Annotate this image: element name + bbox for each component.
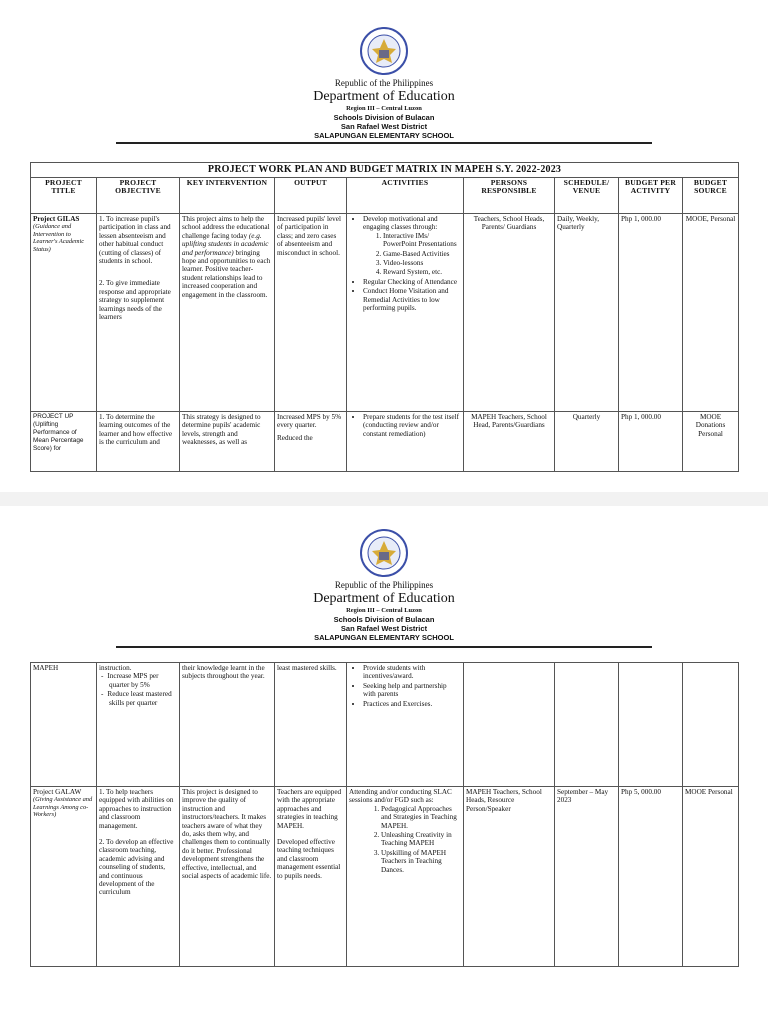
list-item: - Increase MPS per quarter by 5% <box>109 672 177 689</box>
list-item: 3. Video-lessons <box>383 259 461 267</box>
column-header-schedule-venue: SCHEDULE/ VENUE <box>555 178 619 214</box>
column-header-key-intervention: KEY INTERVENTION <box>180 178 275 214</box>
cell-schedule <box>555 663 619 787</box>
cell-budget-source <box>683 663 739 787</box>
cell-persons-responsible: Teachers, School Heads, Parents/ Guardians <box>464 214 555 412</box>
cell-output <box>275 214 347 412</box>
list-item: • Regular Checking of Attendance <box>363 278 461 286</box>
list-item: • Seeking help and partnership with parents <box>363 682 461 699</box>
column-header-persons-responsible: PERSONS RESPONSIBLE <box>464 178 555 214</box>
header-school: SALAPUNGAN ELEMENTARY SCHOOL <box>314 131 454 140</box>
work-plan-table <box>30 162 739 472</box>
cell-activities <box>347 663 464 787</box>
cell-activities <box>347 412 464 472</box>
activity-text: Develop motivational and engaging classes through: <box>363 215 438 232</box>
cell-budget: Php 5, 000.00 <box>619 787 683 967</box>
cell-project-title: MAPEH <box>31 663 97 787</box>
cell-project-objective <box>97 214 180 412</box>
cell-project-title <box>31 412 97 472</box>
header-school: SALAPUNGAN ELEMENTARY SCHOOL <box>314 633 454 642</box>
list-item: 2. Unleashing Creativity in Teaching MAPEH <box>381 831 461 848</box>
output-text: Developed effective teaching techniques and classroom management essential to pupils needs. <box>277 838 341 880</box>
list-item: • Provide students with incentives/award. <box>363 664 461 681</box>
cell-budget <box>619 663 683 787</box>
list-item: 1. Pedagogical Approaches and Strategies in Teaching MAPEH. <box>381 805 461 830</box>
page-gap <box>0 492 768 506</box>
output-text: Reduced the <box>277 433 313 442</box>
cell-output <box>275 412 347 472</box>
cell-schedule: Daily, Weekly, Quarterly <box>555 214 619 412</box>
output-text: Increased pupils' level of participation in class; and zero cases of absenteeism and misconduct in school. <box>277 215 341 257</box>
project-name: Project GILAS <box>33 215 80 223</box>
table-row-galaw <box>31 787 739 967</box>
cell-project-objective <box>97 787 180 967</box>
list-item: • Practices and Exercises. <box>363 700 461 708</box>
header-republic: Republic of the Philippines <box>334 580 434 590</box>
activity-sublist <box>349 805 461 874</box>
header-rule <box>116 142 652 144</box>
project-name: PROJECT UP <box>33 413 74 420</box>
table-row-up <box>31 412 739 472</box>
activities-list <box>349 215 461 312</box>
letterhead <box>0 26 768 140</box>
project-subtitle: (Uplifting Performance of Mean Percentage Score) for <box>33 421 84 452</box>
activity-sublist <box>363 232 461 277</box>
cell-output <box>275 787 347 967</box>
objective-list <box>99 672 177 707</box>
cell-key-intervention <box>180 214 275 412</box>
work-plan-table-continued <box>30 662 739 967</box>
cell-budget: Php 1, 000.00 <box>619 412 683 472</box>
activities-list <box>349 413 461 438</box>
header-republic: Republic of the Philippines <box>334 78 434 88</box>
cell-activities <box>347 787 464 967</box>
document-page-1 <box>0 0 768 492</box>
activities-list <box>349 664 461 708</box>
cell-budget-source: MOOE, Personal <box>683 214 739 412</box>
column-header-budget-per-activity: BUDGET PER ACTIVITY <box>619 178 683 214</box>
objective-1: 1. To help teachers equipped with abilities on approaches to instruction and classroom management. <box>99 788 174 830</box>
header-department: Department of Education <box>313 591 455 606</box>
list-item <box>363 215 461 277</box>
column-header-project-title: PROJECT TITLE <box>31 178 97 214</box>
cell-schedule: September – May 2023 <box>555 787 619 967</box>
cell-output: least mastered skills. <box>275 663 347 787</box>
output-text: Increased MPS by 5% every quarter. <box>277 413 342 430</box>
cell-schedule: Quarterly <box>555 412 619 472</box>
table-header-row <box>31 178 739 214</box>
cell-project-title <box>31 214 97 412</box>
letterhead <box>0 528 768 642</box>
column-header-project-objective: PROJECT OBJECTIVE <box>97 178 180 214</box>
list-item: 4. Reward System, etc. <box>383 268 461 276</box>
cell-persons-responsible: MAPEH Teachers, School Heads, Resource Person/Speaker <box>464 787 555 967</box>
cell-key-intervention: This project is designed to improve the quality of instruction and instructors/teachers. It makes teachers aware of what they do, asks them why, and challenges them to continually do it better. Professional development strengthens the effective, intellectual, and social aspects of academic life. <box>180 787 275 967</box>
table-title: PROJECT WORK PLAN AND BUDGET MATRIX IN MAPEH S.Y. 2022-2023 <box>31 163 739 178</box>
intervention-text-b: (e.g. uplifting students in academic and performance) <box>182 231 269 257</box>
objective-2: 2. To develop an effective classroom teaching, academic advising and counseling of students, and continuous development of the curriculum <box>99 838 174 897</box>
intervention-text-a: This project aims to help the school address the educational challenge facing today <box>182 215 270 240</box>
project-subtitle: (Guidance and Intervention to Learner's Academic Status) <box>33 223 85 253</box>
column-header-output: OUTPUT <box>275 178 347 214</box>
cell-key-intervention: their knowledge learnt in the subjects throughout the year. <box>180 663 275 787</box>
deped-seal-icon <box>358 528 410 578</box>
deped-seal-icon <box>358 26 410 76</box>
objective-1: 1. To increase pupil's participation in class and lessen absenteeism and other habitual conduct (cutting of classes) of students in school. <box>99 215 171 266</box>
header-region: Region III – Central Luzon <box>346 607 422 614</box>
list-item: 3. Upskilling of MAPEH Teachers in Teaching Dances. <box>381 849 461 874</box>
table-title-row <box>31 163 739 178</box>
cell-budget-source: MOOE Donations Personal <box>683 412 739 472</box>
objective-2: 2. To give immediate response and appropriate strategy to supplement learnings needs of the learners <box>99 279 171 322</box>
header-district: San Rafael West District <box>340 624 428 633</box>
list-item: • Prepare students for the test itself (conducting review and/or constant remediation) <box>363 413 461 438</box>
output-text: Teachers are equipped with the appropriate approaches and strategies in teaching MAPEH. <box>277 788 342 830</box>
cell-budget-source: MOOE Personal <box>683 787 739 967</box>
objective-lead: instruction. <box>99 664 132 672</box>
cell-budget: Php 1, 000.00 <box>619 214 683 412</box>
list-item: • Conduct Home Visitation and Remedial Activities to low performing pupils. <box>363 287 461 312</box>
project-subtitle: (Giving Assistance and Learnings Among co-Workers) <box>33 796 93 819</box>
intervention-text-c: bringing hope and opportunities to each learner. Positive teacher-student relationships lead to increased cooperation and engagement in the classroom. <box>182 248 271 299</box>
cell-persons-responsible: MAPEH Teachers, School Head, Parents/Guardians <box>464 412 555 472</box>
header-division: Schools Division of Bulacan <box>333 615 435 624</box>
header-rule <box>116 646 652 648</box>
cell-project-objective: 1. To determine the learning outcomes of the learner and how effective is the curriculum and <box>97 412 180 472</box>
cell-project-objective <box>97 663 180 787</box>
project-name: Project GALAW <box>33 788 82 796</box>
cell-persons-responsible <box>464 663 555 787</box>
list-item: 2. Game-Based Activities <box>383 250 461 258</box>
header-district: San Rafael West District <box>340 122 428 131</box>
column-header-budget-source: BUDGET SOURCE <box>683 178 739 214</box>
document-page-2 <box>0 506 768 1024</box>
activity-lead: Attending and/or conducting SLAC sessions and/or FGD such as: <box>349 788 452 805</box>
column-header-activities: ACTIVITIES <box>347 178 464 214</box>
cell-activities <box>347 214 464 412</box>
cell-project-title <box>31 787 97 967</box>
header-region: Region III – Central Luzon <box>346 105 422 112</box>
header-division: Schools Division of Bulacan <box>333 113 435 122</box>
table-row-up-continued <box>31 663 739 787</box>
header-department: Department of Education <box>313 89 455 104</box>
list-item: - Reduce least mastered skills per quarter <box>109 690 177 707</box>
cell-key-intervention: This strategy is designed to determine pupils' academic levels, strength and weaknesses, as well as <box>180 412 275 472</box>
list-item: 1. Interactive IMs/ PowerPoint Presentations <box>383 232 461 249</box>
table-row-gilas <box>31 214 739 412</box>
